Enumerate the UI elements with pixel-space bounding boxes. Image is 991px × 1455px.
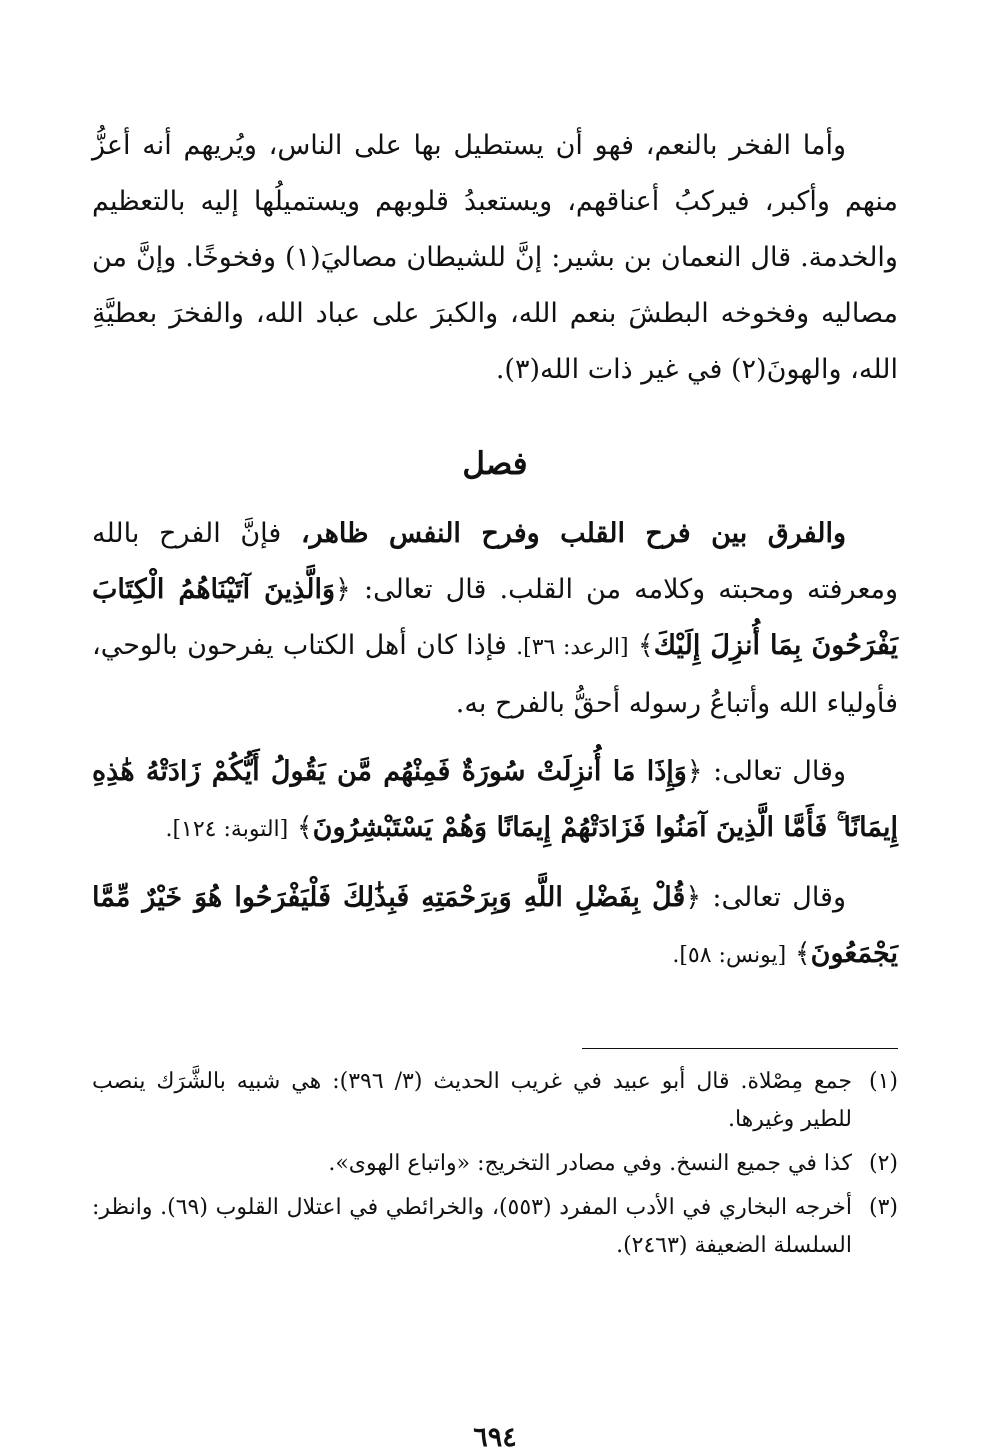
paragraph-lead: والفرق بين فرح القلب وفرح النفس ظاهر، — [300, 518, 846, 549]
paragraph-pride-text: وأما الفخر بالنعم، فهو أن يستطيل بها على الناس، ويُريهم أنه أعزُّ منهم وأكبر، فيركبُ أعناقهم، ويستعبدُ قلوبهم ويستميلُها إليه بالتعظيم والخدمة. قال النعمان بن بشير: إنَّ للشيطان مصاليَ(١) وفخوخًا. وإنَّ من مصاليه وفخوخه البطشَ بنعم الله، والكبرَ على عباد الله، والفخرَ بعطيَّةِ الله، والهونَ(٢) في غير ذات الله(٣). — [92, 130, 898, 385]
footnotes — [92, 1063, 898, 1265]
footnote-divider — [582, 1048, 898, 1049]
verse-reference: [يونس: ٥٨]. — [672, 943, 787, 968]
footnote-number: (١) — [868, 1069, 898, 1094]
section-title: فصل — [462, 446, 528, 482]
footnote-item — [92, 1145, 898, 1183]
quran-open-bracket: ﴿ — [685, 882, 702, 913]
paragraph-verse-tawbah — [92, 744, 898, 858]
footnote-number: (٣) — [868, 1195, 898, 1220]
paragraph-joy-difference — [92, 506, 898, 732]
paragraph-tail: فإذا كان أهل الكتاب يفرحون بالوحي، فأولياء الله وأتباعُ رسوله أحقُّ بالفرح به. — [92, 630, 898, 719]
verse-reference: [الرعد: ٣٦]. — [516, 635, 629, 660]
page-number: ٦٩٤ — [473, 1422, 517, 1453]
paragraph-verse-yunus — [92, 870, 898, 984]
quran-close-bracket: ﴾ — [794, 938, 811, 969]
paragraph-intro: وقال تعالى: — [712, 882, 846, 913]
quran-close-bracket: ﴾ — [296, 812, 313, 843]
quran-verse: قُلْ بِفَضْلِ اللَّهِ وَبِرَحْمَتِهِ فَبِذَٰلِكَ فَلْيَفْرَحُوا هُوَ خَيْرٌ مِّمَّا يَجْمَعُونَ — [92, 882, 898, 969]
footnote-number: (٢) — [868, 1151, 898, 1176]
footnote-text: كذا في جميع النسخ. وفي مصادر التخريج: «واتباع الهوى». — [328, 1151, 852, 1176]
verse-reference: [التوبة: ١٢٤]. — [165, 817, 289, 842]
footnote-item — [92, 1189, 898, 1265]
page-content — [92, 118, 898, 1453]
footnote-text: أخرجه البخاري في الأدب المفرد (٥٥٣)، والخرائطي في اعتلال القلوب (٦٩). وانظر: السلسلة الضعيفة (٢٤٦٣). — [92, 1195, 853, 1258]
footnote-item — [92, 1063, 898, 1139]
quran-verse: وَالَّذِينَ آتَيْنَاهُمُ الْكِتَابَ يَفْرَحُونَ بِمَا أُنزِلَ إِلَيْكَ — [92, 574, 898, 661]
paragraph-intro: وقال تعالى: — [713, 756, 846, 787]
quran-verse: وَإِذَا مَا أُنزِلَتْ سُورَةٌ فَمِنْهُم مَّن يَقُولُ أَيُّكُمْ زَادَتْهُ هَٰذِهِ إِيمَانًا ۚ فَأَمَّا الَّذِينَ آمَنُوا فَزَادَتْهُمْ إِيمَانًا وَهُمْ يَسْتَبْشِرُونَ — [92, 756, 898, 843]
paragraph-pride — [92, 118, 898, 398]
quran-open-bracket: ﴿ — [335, 574, 351, 605]
quran-open-bracket: ﴿ — [686, 756, 703, 787]
footnote-text: جمع مِصْلاة. قال أبو عبيد في غريب الحديث (٣/ ٣٩٦): هي شبيه بالشَّرَك ينصب للطير وغيرها. — [92, 1069, 853, 1132]
paragraph-text: فإنَّ الفرح بالله ومعرفته ومحبته وكلامه من القلب. قال تعالى: — [92, 518, 898, 605]
quran-close-bracket: ﴾ — [637, 630, 654, 661]
